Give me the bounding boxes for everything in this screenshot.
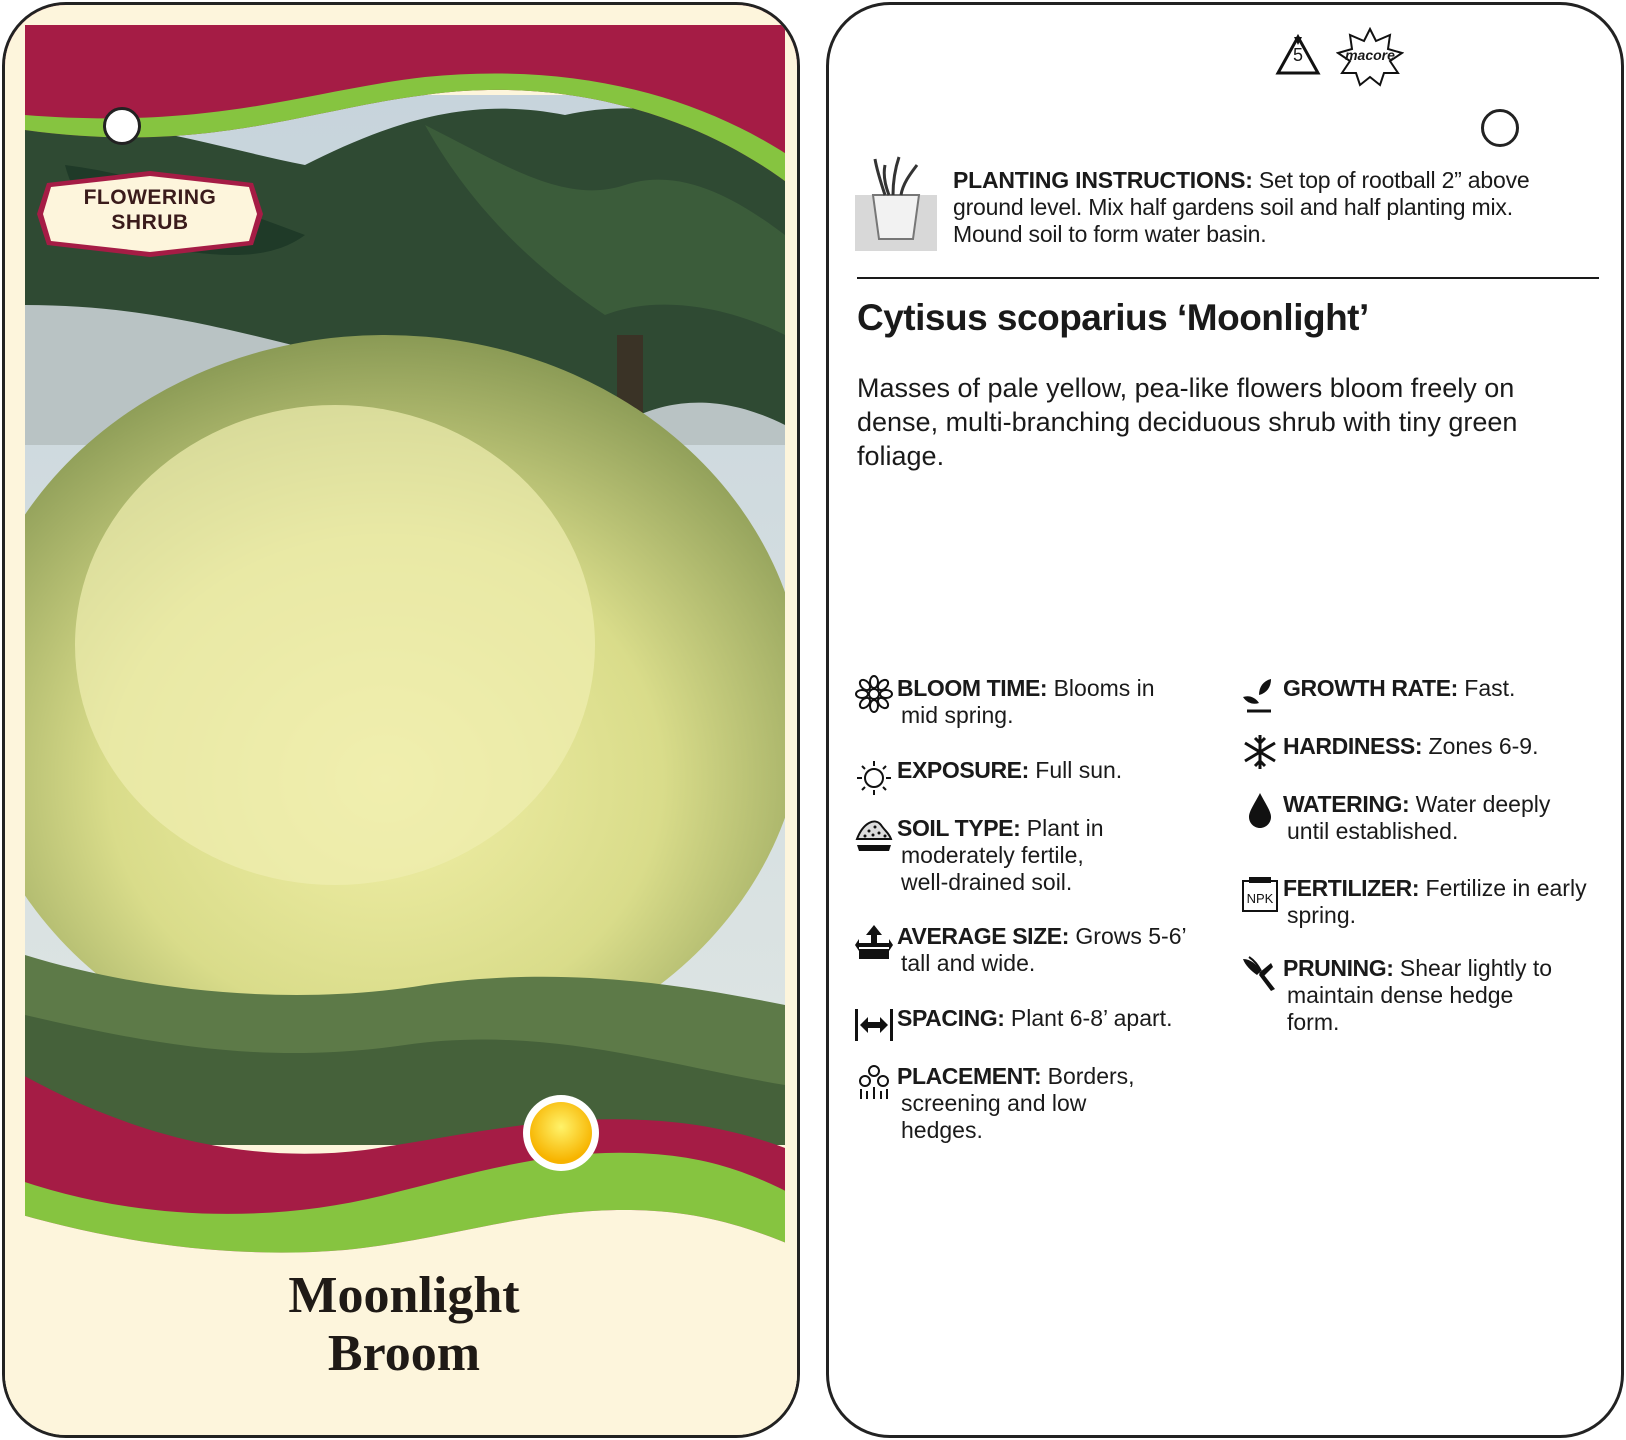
attr-value: Water deeply	[1409, 791, 1551, 817]
attr-pruning	[1241, 955, 1611, 1045]
back-tag	[826, 2, 1624, 1438]
npk-icon	[1241, 875, 1279, 913]
hang-hole	[103, 107, 141, 145]
soil-icon	[855, 815, 893, 853]
badge-line-1: FLOWERING	[83, 186, 217, 209]
attr-value-line-3: form.	[1287, 1009, 1340, 1035]
attr-fertilizer	[1241, 875, 1611, 935]
divider	[857, 277, 1599, 279]
attr-value-line-2: mid spring.	[901, 702, 1014, 728]
attr-value: Full sun.	[1028, 757, 1123, 783]
macore-logo-text: macore	[1345, 47, 1395, 63]
plant-description: Masses of pale yellow, pea-like flowers bloom freely on dense, multi-branching deciduous shrub with tiny green foliage.	[857, 373, 1518, 471]
attr-value: Fast.	[1457, 675, 1516, 701]
attr-value-line-2: maintain dense hedge	[1287, 982, 1514, 1008]
common-name	[5, 1267, 800, 1383]
attr-value: Grows 5-6’	[1069, 923, 1187, 949]
placement-icon	[855, 1063, 893, 1101]
attr-value: Borders,	[1041, 1063, 1135, 1089]
attr-value: Blooms in	[1047, 675, 1155, 701]
attr-label: AVERAGE SIZE:	[897, 923, 1070, 949]
attr-label: PLACEMENT:	[897, 1063, 1042, 1089]
attr-label: HARDINESS:	[1283, 733, 1423, 759]
category-badge	[37, 171, 263, 257]
spacing-icon	[855, 1005, 893, 1043]
flower-icon	[855, 675, 893, 713]
planting-pot-icon	[855, 155, 937, 251]
attr-placement	[855, 1063, 1195, 1153]
sun-icon	[855, 757, 893, 795]
attr-bloom-time	[855, 675, 1195, 735]
attr-average-size	[855, 923, 1195, 983]
botanical-name: Cytisus scoparius ‘Moonlight’	[857, 297, 1369, 338]
attr-watering	[1241, 791, 1611, 851]
attr-value: Plant 6-8’ apart.	[1004, 1005, 1173, 1031]
planting-instructions	[953, 167, 1583, 248]
attr-growth-rate	[1241, 675, 1611, 715]
attr-value: Zones 6-9.	[1422, 733, 1539, 759]
attr-label: PRUNING:	[1283, 955, 1394, 981]
attr-value-line-3: hedges.	[901, 1117, 983, 1143]
common-name-line-2: Broom	[327, 1325, 481, 1382]
attr-value-line-3: well-drained soil.	[901, 869, 1073, 895]
attr-value: Shear lightly to	[1393, 955, 1553, 981]
attr-value-line-2: spring.	[1287, 902, 1357, 928]
full-sun-dot-icon	[521, 1093, 601, 1173]
attr-value-line-2: tall and wide.	[901, 950, 1036, 976]
attr-label: SOIL TYPE:	[897, 815, 1021, 841]
size-icon	[855, 923, 893, 961]
attr-label: WATERING:	[1283, 791, 1410, 817]
sprout-icon	[1241, 675, 1279, 713]
logos	[1274, 27, 1414, 87]
attr-exposure	[855, 757, 1195, 797]
planting-label: PLANTING INSTRUCTIONS:	[953, 167, 1253, 193]
recycle-number: 5	[1292, 45, 1303, 65]
attr-value-line-2: screening and low	[901, 1090, 1087, 1116]
hang-hole	[1481, 109, 1519, 147]
attr-value-line-2: until established.	[1287, 818, 1459, 844]
attr-soil-type	[855, 815, 1195, 905]
attr-label: BLOOM TIME:	[897, 675, 1048, 701]
planting-text: Set top of rootball 2” above ground level. Mix half gardens soil and half planting mix. Mound soil to form water basin.	[953, 167, 1530, 247]
badge-line-2: SHRUB	[111, 211, 189, 234]
attr-label: GROWTH RATE:	[1283, 675, 1458, 701]
pruners-icon	[1241, 955, 1279, 993]
snowflake-icon	[1241, 733, 1279, 771]
attr-label: EXPOSURE:	[897, 757, 1029, 783]
npk-label: NPK	[1246, 891, 1274, 906]
attr-spacing	[855, 1005, 1225, 1045]
attr-value: Plant in	[1020, 815, 1104, 841]
attr-value: Fertilize in early	[1419, 875, 1587, 901]
common-name-line-1: Moonlight	[288, 1267, 520, 1324]
front-tag	[2, 2, 800, 1438]
attr-hardiness	[1241, 733, 1611, 773]
attr-label: SPACING:	[897, 1005, 1005, 1031]
attr-label: FERTILIZER:	[1283, 875, 1420, 901]
water-drop-icon	[1241, 791, 1279, 829]
attr-value-line-2: moderately fertile,	[901, 842, 1084, 868]
